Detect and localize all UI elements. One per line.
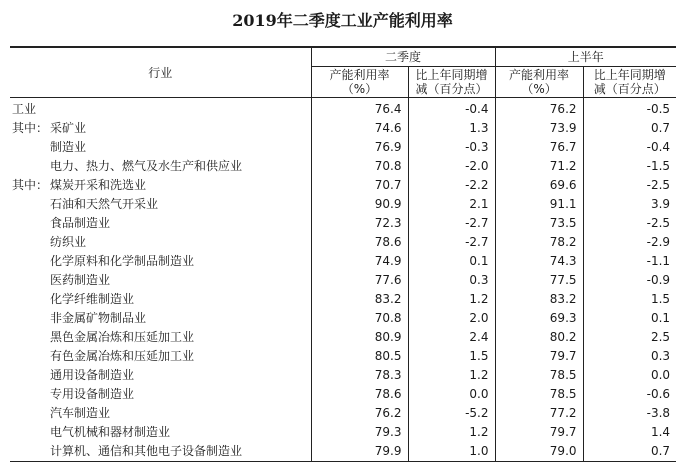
table-row <box>10 347 676 366</box>
q2-change-cell: -0.3 <box>408 138 495 157</box>
q2-change-cell: 1.0 <box>408 442 495 462</box>
table-row <box>10 442 676 462</box>
q2-change-cell: 1.3 <box>408 119 495 138</box>
q2-rate-cell: 83.2 <box>311 290 408 309</box>
table-row <box>10 271 676 290</box>
row-prefix: 其中： <box>12 121 49 135</box>
table-row <box>10 309 676 328</box>
industry-name: 计算机、通信和其他电子设备制造业 <box>50 444 243 458</box>
industry-name-cell <box>10 423 311 442</box>
table-row <box>10 366 676 385</box>
q2-rate-cell: 78.3 <box>311 366 408 385</box>
h1-change-cell: 2.5 <box>583 328 676 347</box>
h1-change-cell: 3.9 <box>583 195 676 214</box>
table-row <box>10 195 676 214</box>
industry-name-cell <box>10 442 311 462</box>
h1-rate-cell: 73.9 <box>495 119 583 138</box>
q2-change-cell: 0.1 <box>408 252 495 271</box>
h1-rate-cell: 80.2 <box>495 328 583 347</box>
h1-change-cell: 0.1 <box>583 309 676 328</box>
q2-change-cell: 0.3 <box>408 271 495 290</box>
h1-change-cell: 0.7 <box>583 442 676 462</box>
table-row <box>10 138 676 157</box>
q2-change-cell: -2.2 <box>408 176 495 195</box>
h1-rate-cell: 79.7 <box>495 423 583 442</box>
industry-name-cell <box>10 138 311 157</box>
row-prefix: 其中： <box>12 178 49 192</box>
table-row <box>10 290 676 309</box>
q2-rate-cell: 76.4 <box>311 98 408 120</box>
q2-change-cell: 2.1 <box>408 195 495 214</box>
q2-rate-cell: 77.6 <box>311 271 408 290</box>
q2-change-header: 比上年同期增 减（百分点） <box>408 67 495 98</box>
industry-name-cell <box>10 233 311 252</box>
h1-change-cell: -1.1 <box>583 252 676 271</box>
h1-rate-cell: 76.2 <box>495 98 583 120</box>
industry-name: 通用设备制造业 <box>50 368 135 382</box>
h1-rate-cell: 77.2 <box>495 404 583 423</box>
q2-rate-cell: 78.6 <box>311 385 408 404</box>
q2-rate-cell: 74.9 <box>311 252 408 271</box>
industry-name-cell <box>10 214 311 233</box>
industry-name: 石油和天然气开采业 <box>50 197 159 211</box>
industry-name: 煤炭开采和洗选业 <box>50 178 147 192</box>
h1-rate-cell: 78.2 <box>495 233 583 252</box>
industry-name-cell <box>10 176 311 195</box>
table-row <box>10 385 676 404</box>
table-row <box>10 214 676 233</box>
q2-rate-cell: 70.7 <box>311 176 408 195</box>
industry-name: 采矿业 <box>50 121 87 135</box>
q2-rate-cell: 76.9 <box>311 138 408 157</box>
q2-change-cell: 2.0 <box>408 309 495 328</box>
industry-name: 电力、热力、燃气及水生产和供应业 <box>50 159 243 173</box>
q2-change-cell: 1.2 <box>408 366 495 385</box>
industry-name-cell <box>10 195 311 214</box>
table-row <box>10 252 676 271</box>
q2-rate-cell: 80.5 <box>311 347 408 366</box>
h1-change-cell: 0.0 <box>583 366 676 385</box>
q2-rate-header: 产能利用率 （%） <box>311 67 408 98</box>
industry-name: 制造业 <box>50 140 87 154</box>
industry-name: 化学原料和化学制品制造业 <box>50 254 195 268</box>
h1-rate-header: 产能利用率 （%） <box>495 67 583 98</box>
industry-name-cell <box>10 328 311 347</box>
q2-rate-cell: 90.9 <box>311 195 408 214</box>
industry-name-cell <box>10 366 311 385</box>
table-row <box>10 157 676 176</box>
h1-rate-cell: 73.5 <box>495 214 583 233</box>
q2-rate-cell: 76.2 <box>311 404 408 423</box>
h1-rate-cell: 69.6 <box>495 176 583 195</box>
industry-name: 工业 <box>12 102 37 116</box>
industry-name-cell <box>10 271 311 290</box>
h1-rate-cell: 83.2 <box>495 290 583 309</box>
h1-group-header: 上半年 <box>495 47 676 67</box>
q2-rate-cell: 78.6 <box>311 233 408 252</box>
h1-rate-cell: 78.5 <box>495 385 583 404</box>
h1-change-cell: -2.9 <box>583 233 676 252</box>
q2-change-cell: 1.2 <box>408 290 495 309</box>
industry-name-cell <box>10 157 311 176</box>
h1-rate-cell: 71.2 <box>495 157 583 176</box>
h1-change-cell: -0.4 <box>583 138 676 157</box>
q2-rate-cell: 72.3 <box>311 214 408 233</box>
q2-change-cell: -5.2 <box>408 404 495 423</box>
h1-rate-cell: 74.3 <box>495 252 583 271</box>
table-row <box>10 233 676 252</box>
h1-change-cell: -2.5 <box>583 214 676 233</box>
h1-rate-cell: 79.7 <box>495 347 583 366</box>
industry-name-cell <box>10 385 311 404</box>
h1-change-cell: -2.5 <box>583 176 676 195</box>
industry-name-cell <box>10 252 311 271</box>
h1-rate-cell: 69.3 <box>495 309 583 328</box>
q2-change-cell: -2.0 <box>408 157 495 176</box>
q2-change-cell: 0.0 <box>408 385 495 404</box>
q2-rate-cell: 74.6 <box>311 119 408 138</box>
q2-change-cell: 2.4 <box>408 328 495 347</box>
industry-name-cell <box>10 98 311 120</box>
industry-name: 电气机械和器材制造业 <box>50 425 171 439</box>
industry-name-cell <box>10 404 311 423</box>
table-row <box>10 404 676 423</box>
h1-change-cell: -0.5 <box>583 98 676 120</box>
q2-rate-cell: 70.8 <box>311 157 408 176</box>
h1-rate-cell: 77.5 <box>495 271 583 290</box>
h1-change-cell: 1.5 <box>583 290 676 309</box>
q2-change-cell: 1.5 <box>408 347 495 366</box>
q2-rate-cell: 79.3 <box>311 423 408 442</box>
h1-change-cell: 1.4 <box>583 423 676 442</box>
h1-rate-cell: 79.0 <box>495 442 583 462</box>
industry-name: 非金属矿物制品业 <box>50 311 147 325</box>
q2-change-cell: -2.7 <box>408 233 495 252</box>
q2-rate-cell: 70.8 <box>311 309 408 328</box>
industry-name: 汽车制造业 <box>50 406 111 420</box>
h1-change-cell: 0.3 <box>583 347 676 366</box>
industry-name: 纺织业 <box>50 235 87 249</box>
table-row <box>10 98 676 120</box>
h1-change-header: 比上年同期增 减（百分点） <box>583 67 676 98</box>
h1-change-cell: 0.7 <box>583 119 676 138</box>
q2-group-header: 二季度 <box>311 47 495 67</box>
industry-name: 黑色金属冶炼和压延加工业 <box>50 330 195 344</box>
page-title: 2019年二季度工业产能利用率 <box>232 11 453 30</box>
q2-rate-cell: 79.9 <box>311 442 408 462</box>
q2-rate-cell: 80.9 <box>311 328 408 347</box>
industry-name: 化学纤维制造业 <box>50 292 135 306</box>
h1-change-cell: -3.8 <box>583 404 676 423</box>
table-row <box>10 328 676 347</box>
capacity-utilization-table <box>10 46 676 462</box>
table-row <box>10 119 676 138</box>
industry-name: 专用设备制造业 <box>50 387 135 401</box>
h1-rate-cell: 78.5 <box>495 366 583 385</box>
table-row <box>10 423 676 442</box>
q2-change-cell: -2.7 <box>408 214 495 233</box>
industry-name: 医药制造业 <box>50 273 111 287</box>
h1-rate-cell: 91.1 <box>495 195 583 214</box>
industry-name-cell <box>10 347 311 366</box>
industry-name: 有色金属冶炼和压延加工业 <box>50 349 195 363</box>
h1-change-cell: -0.9 <box>583 271 676 290</box>
industry-header: 行业 <box>10 47 311 98</box>
q2-change-cell: 1.2 <box>408 423 495 442</box>
h1-change-cell: -0.6 <box>583 385 676 404</box>
h1-rate-cell: 76.7 <box>495 138 583 157</box>
industry-name-cell <box>10 290 311 309</box>
table-row <box>10 176 676 195</box>
table-body <box>10 98 676 462</box>
industry-name-cell <box>10 119 311 138</box>
industry-name-cell <box>10 309 311 328</box>
h1-change-cell: -1.5 <box>583 157 676 176</box>
industry-name: 食品制造业 <box>50 216 111 230</box>
q2-change-cell: -0.4 <box>408 98 495 120</box>
